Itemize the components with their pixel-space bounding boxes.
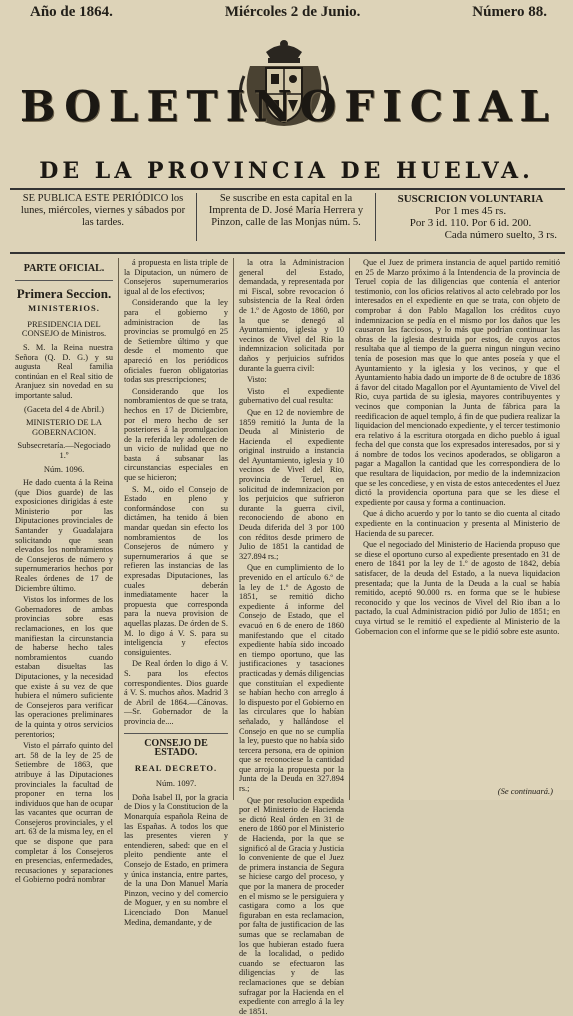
column-2 — [118, 258, 233, 927]
text-columns — [10, 258, 565, 1016]
paragraph: Considerando que la ley para el gobierno y administracion de las provincias se promulgó en 25 de Setiembre último y que desde el momento que apareció en los periódicos oficiales fueron obligatorias todas sus prescripciones; — [124, 298, 228, 385]
paragraph: Visto el párrafo quinto del art. 58 de la ley de 25 de Setiembre de 1863, que atribuye á las Diputaciones provinciales la facultad de proponer en terna los individuos que han de ocupar las vacantes que ocurran de Consejeros provinciales, y el art. 63 de la misma ley, en el que se dispone que para completar á los Consejeros en presencias, enfermedades, recusaciones y separaciones el Gobierno podrá nombrar — [15, 741, 113, 885]
paragraph: He dado cuenta á la Reina (que Dios guarde) de las exposiciones dirigidas á este Ministerio por las Diputaciones provinciales de Santander y Guadalajara solicitando que sean elevados los nombramientos de Consejeros de número y supernumerarios hechos por Reales órdenes de 17 de Diciembre último. — [15, 478, 113, 593]
suscricion-title: SUSCRICION VOLUNTARIA — [397, 193, 544, 205]
paragraph: Visto el expediente gubernativo del cual resulta: — [239, 386, 344, 406]
decree-number: Núm. 1097. — [155, 778, 197, 789]
masthead-word-oficial: OFICIAL — [299, 82, 557, 131]
masthead-word-boletin: BOLETIN — [20, 82, 300, 131]
paragraph: Que el negociado del Ministerio de Hacienda propuso que se diese el oportuno curso al expediente presentado en 31 de enero de 1841 por la ley de 1.º de agosto de 1842, debía satisfacer, de la deuda del Estado, a la nueva liquidacion presentada; que la Junta de la Deuda a la cual se había remitido, aceptó 90.000 rs. en forma que se le hubiese reconocido y que los vecinos de Vivel del Rio iban a lo pactado, la cual Administracion pidió por Julio de 1851; en cuya virtud se le remitió el expediente al Ministerio de la Gobernacion con el informe que se le pidió sobre este asunto. — [355, 540, 560, 636]
subscription-prices — [376, 193, 565, 241]
paragraph: Vistos los informes de los Gobernadores de ambas provincias sobre esas reclamaciones, en los que manifiestan la circunstancia de haberse hecho tales nombramientos cuando estaban disueltas las Diputaciones, y la necesidad que existe á su vez de que hubiera el número suficiente de Consejeros para verificar las operaciones preliminares de la quinta y otros servicios perentorios; — [15, 595, 113, 739]
price-line: Cada número suelto, 3 rs. — [444, 229, 557, 241]
paragraph: á propuesta en lista triple de la Diputacion, un número de Consejeros supernumerarios igual al de los efectivos; — [124, 258, 228, 296]
paragraph: Visto: — [247, 375, 267, 385]
year-label: Año de 1864. — [30, 4, 113, 20]
info-band — [10, 193, 565, 241]
masthead-subtitle: DE LA PROVINCIA DE HUELVA. — [39, 158, 534, 184]
subsection-heading: MINISTERIOS. — [28, 303, 100, 314]
column-1 — [10, 258, 118, 885]
continued-note: (Se continuará.) — [497, 786, 553, 796]
paragraph: Doña Isabel II, por la gracia de Dios y la Constitucion de la Monarquía española Reina de las Españas. A todos los que las presentes vieren y entendieren, sabed: que en el pleito pendiente ante el Consejo de Estado, en primera y única instancia, entre partes, de la una Don Manuel María Pinzon, vecino y del comercio de Moguer, y en su nombre el Licenciado Don Manuel Medina, demandante, y de — [124, 792, 228, 927]
subscription-place: Se suscribe en esta capital en la Imprenta de D. José María Herrera y Pinzon, calle de las Monjas núm. 5. — [197, 193, 376, 241]
column-4 — [349, 258, 565, 800]
paragraph: Que el Juez de primera instancia de aquel partido remitió en 25 de Marzo próximo á la Intendencia de la provincia de Teruel copia de las diligencias que contenía el anterior testimonio, con los oficios relativos al acto celebrado por los interesados en el expediente en que se trata, con objeto de comprobar á don Pablo Magallon los créditos cuyo indemnizacion se pedía en el mismo por los daños que les causaron las facciosos, y lo más que podrían continuar las obras de la iglesia destruida por estos, de cuyos actos resultaba que al tiempo de la guerra ningun ningun vecino tenía de posesion mas que lo que antes poseía y que el Ayuntamiento y la iglesia y los vecinos, y que el Ayuntamiento habia dado un importe de 8 de octubre de 1836 á favor del citado Magallon por el Ayuntamiento de Vivel del Rio, cuya partida de su iglesia, mayores contribuyentes y vecinos que componian la Junta de fábrica para la reedificacion de aquel templo, á fin de que pudiera realizar la liquidacion del mencionado expediente, y el tercer testimonio era relativo á la escritura otorgada en dicho pueblo á igual fecha del que consta que los expresados interesados, por si y á nombre de todos los vecinos apoderados, se obligaron a pagar a Magallon la cantidad que les correspondiera de lo que resultara de liquidacion, por medio de la indemnizacion que se les concediese, y en vista de estos antecedentes el Juez dictó la providencia oportuna para que se les diese el expediente por causa y forma a continuacion. — [355, 258, 560, 507]
paragraph: Que en 12 de noviembre de 1859 remitió la Junta de la Deuda al Ministerio de Hacienda el expediente original instruido a instancia del Ayuntamiento, iglesia y 10 vecinos de Vivel del Rio, provincia de Teruel, en solicitud de indemnizacion por los perjuicios que sufrieron durante la guerra civil, reconociendo de abono en Deuda diferida del 3 por 100 con réditos desde primero de Julio de 1851 la cantidad de 327.894 rs.; — [239, 407, 344, 561]
decree-number: Núm. 1096. — [43, 463, 85, 474]
paragraph: Que en cumplimiento de lo prevenido en el artículo 6.º de la ley de 1.º de Agosto de 1851, se remitió dicho expediente á informe del Consejo de Estado, que el evacuó en 6 de enero de 1860 manifestando que el citado expediente había sido incoado en tiempo oportuno, que las justificaciones y tasaciones practicadas y demás diligencias que constituían el expediente se habían hecho con arreglo á lo dispuesto por el Gobierno en las circulares que lo habían señalado, y hallándose el Consejo en que no se cumplía la ley, puesto que no había sido tercera persona, era de opinion que se reconociese la cantidad que arroja la propuesta por la Junta de la Deuda en 327.894 rs.; — [239, 563, 344, 794]
header-rule-bottom — [10, 252, 565, 254]
paragraph: S. M. la Reina nuestra Señora (Q. D. G.) y su augusta Real familia continúan en el Real sitio de Aranjuez sin novedad en su importante salud. — [15, 342, 113, 400]
price-line: Por 3 id. 110. Por 6 id. 200. — [409, 217, 532, 229]
date-label: Miércoles 2 de Junio. — [224, 4, 361, 20]
header-line — [10, 4, 565, 26]
price-line: Por 1 mes 45 rs. — [434, 205, 507, 217]
column-3 — [233, 258, 349, 1016]
ministry-heading: PRESIDENCIA DEL CONSEJO de Ministros. — [21, 318, 107, 339]
paragraph: Que á dicho acuerdo y por lo tanto se dio cuenta al citado expediente en la continuacion y presenta al Ministerio de Hacienda de su parecer. — [355, 509, 560, 538]
paragraph: De Real órden lo digo á V. S. para los efectos correspondientes. Dios guarde á V. S. muchos años. Madrid 3 de Abril de 1864.—Cánovas.—Sr. Gobernador de la provincia de.... — [124, 659, 228, 726]
paragraph: Que por resolucion expedida por el Ministerio de Hacienda se dictó Real órden en 31 de enero de 1860 por el Ministerio de Hacienda, por la que se significó al de Gracia y Justicia lo conveniente de que el Juez de primera instancia de Segura se hiciese cargo del proceso, y que por la manera de proceder en el mismo se le persiguiera y castigara como a los que figuraban en esta reclamacion, por falta de justificacion de las sumas que se reclamaban de los que hubieran estado fuera de la localidad, o pedido cuando se efectuaron las diligencias y de las reclamaciones que se debían sufragar por la Hacienda en el expediente con arreglo á la ley de 1851. — [239, 795, 344, 1016]
paragraph: S. M., oido el Consejo de Estado en pleno y conformándose con su dictámen, ha tenido á bien mandar quedan sin efecto los nombramientos de los Consejeros de número y supernumerarios á que se refieren las instancias de las expresadas Diputaciones, las cuales deberán inmediatamente hacer la propuesta que corresponda para la nueva provision de aquellas plazas. De órden de S. M. lo digo á V. S. para su inteligencia y efectos consiguientes. — [124, 484, 228, 657]
ministry-heading: MINISTERIO DE LA GOBERNACION. — [25, 417, 103, 437]
subsection-heading: REAL DECRETO. — [134, 762, 218, 773]
issue-number: Número 88. — [472, 4, 547, 20]
source-note: (Gaceta del 4 de Abril.) — [23, 403, 104, 414]
section-heading: PARTE OFICIAL. — [23, 263, 105, 274]
section-heading: CONSEJO DE ESTADO. — [124, 733, 228, 758]
paragraph: Considerando que los nombramientos de que se trata, hechos en 17 de Diciembre, por el mero hecho de ser posteriores á la promulgacion de la referida ley adolecen de un vicio de nulidad que no basta á subsanar las circunstancias especiales en que se hicieron; — [124, 386, 228, 483]
office-heading: Subsecretaría.—Negociado 1.º — [17, 440, 111, 460]
paragraph: la otra la Administracion general del Estado, demandada, y representada por mi Fiscal, sobre revocacion ó subsistencia de la Real órden de 1.º de Agosto de 1860, por la que se denegó al Ayuntamiento, iglesia y 10 vecinos de Vivel del Rio la indemnizacion solicitada por daños y perjuicios sufridos durante la guerra civil: — [239, 258, 344, 373]
masthead-title — [20, 82, 555, 131]
header-rule-top — [10, 188, 565, 190]
publishing-schedule: SE PUBLICA ESTE PERIÓDICO los lunes, miércoles, viernes y sábados por las tardes. — [10, 193, 197, 241]
section-title: Primera Seccion. — [15, 280, 113, 299]
